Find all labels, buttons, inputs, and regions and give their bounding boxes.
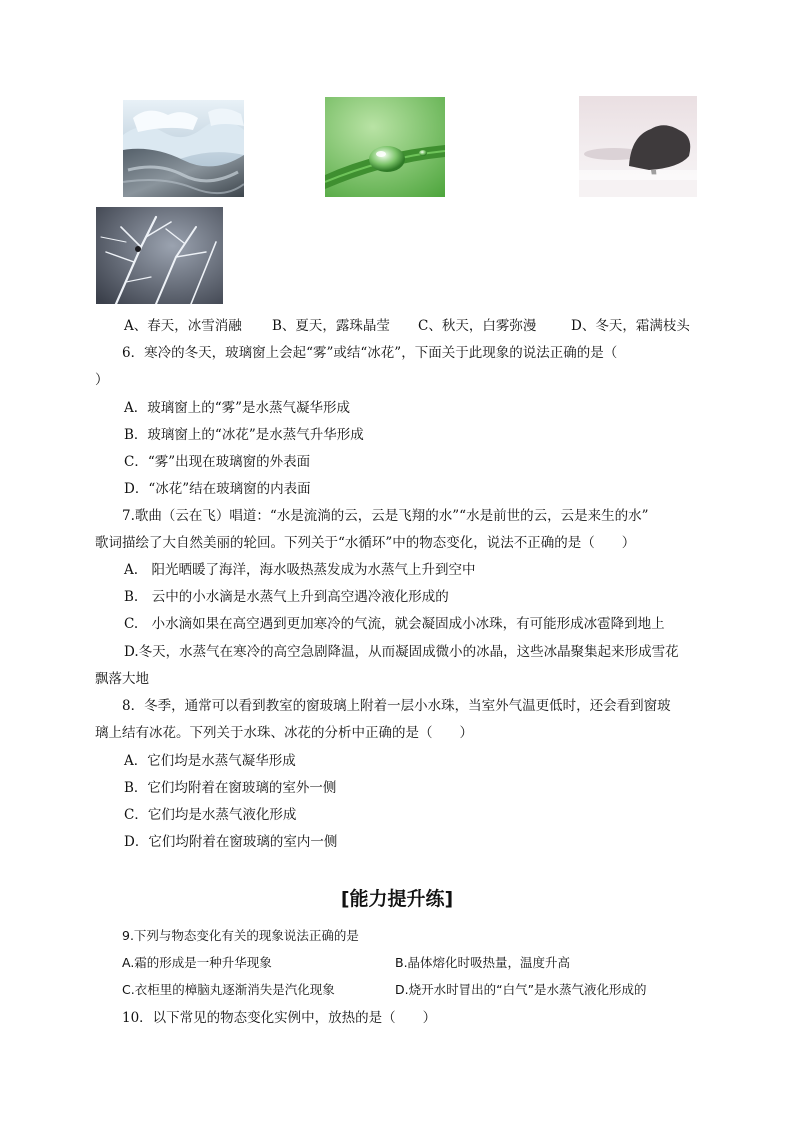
q6-option-d: D．“冰花”结在玻璃窗的内表面 [124,481,311,497]
fog-tree-image [579,96,697,197]
q5-option-c: C、秋天，白雾弥漫 [418,318,537,334]
q8-option-a: A．它们均是水蒸气凝华形成 [124,753,296,769]
ice-snow-melting-image [123,100,244,197]
q5-option-a: A、春天，冰雪消融 [124,318,242,334]
q7-option-c: C. 小水滴如果在高空遇到更加寒冷的气流，就会凝固成小冰珠，有可能形成冰雹降到地上 [124,616,665,632]
q8-stem-line1: 8．冬季，通常可以看到教室的窗玻璃上附着一层小水珠，当室外气温更低时，还会看到窗玻 [122,698,671,714]
q5-option-d: D、冬天，霜满枝头 [571,318,690,334]
frost-branches-photo [96,207,223,304]
q6-option-a: A．玻璃窗上的“雾”是水蒸气凝华形成 [124,400,351,416]
q6-option-c: C．“雾”出现在玻璃窗的外表面 [124,454,311,470]
section-title: [能力提升练] [340,888,454,910]
q7-option-d: D.冬天，水蒸气在寒冷的高空急剧降温，从而凝固成微小的冰晶，这些冰晶聚集起来形成雪花 [124,644,679,660]
q8-option-c: C．它们均是水蒸气液化形成 [124,807,297,823]
frost-branches-image [96,207,223,304]
q10-stem: 10．以下常见的物态变化实例中，放热的是（ ） [122,1010,437,1026]
q9-option-c: C.衣柜里的樟脑丸逐渐消失是汽化现象 [122,982,335,997]
fog-tree-photo [579,96,697,197]
ice-snow-melting-photo [123,100,244,197]
dew-drop-leaf-photo [325,97,445,197]
q9-stem: 9.下列与物态变化有关的现象说法正确的是 [122,928,359,943]
q8-stem-line2: 璃上结有冰花。下列关于水珠、冰花的分析中正确的是（ ） [95,725,473,741]
q7-option-a: A. 阳光晒暖了海洋，海水吸热蒸发成为水蒸气上升到空中 [124,562,476,578]
q7-option-d-continuation: 飘落大地 [95,671,149,687]
q9-option-d: D.烧开水时冒出的“白气”是水蒸气液化形成的 [395,982,647,997]
q6-stem-line2: ） [95,372,109,388]
q8-option-d: D．它们均附着在窗玻璃的室内一侧 [124,834,338,850]
q6-option-b: B．玻璃窗上的“冰花”是水蒸气升华形成 [124,427,364,443]
q7-stem-line1: 7.歌曲（云在飞）唱道：“水是流淌的云，云是飞翔的水”“水是前世的云，云是来生的水” [122,508,649,524]
q5-option-b: B、夏天，露珠晶莹 [272,318,390,334]
q7-stem-line2: 歌词描绘了大自然美丽的轮回。下列关于“水循环”中的物态变化，说法不正确的是（ ） [95,535,636,551]
dew-drop-leaf-image [325,97,445,197]
q7-option-b: B. 云中的小水滴是水蒸气上升到高空遇冷液化形成的 [124,589,449,605]
q8-option-b: B．它们均附着在窗玻璃的室外一侧 [124,780,337,796]
q6-stem-line1: 6．寒冷的冬天，玻璃窗上会起“雾”或结“冰花”，下面关于此现象的说法正确的是（ [122,345,618,361]
q9-option-b: B.晶体熔化时吸热量，温度升高 [395,955,571,970]
q9-option-a: A.霜的形成是一种升华现象 [122,955,272,970]
